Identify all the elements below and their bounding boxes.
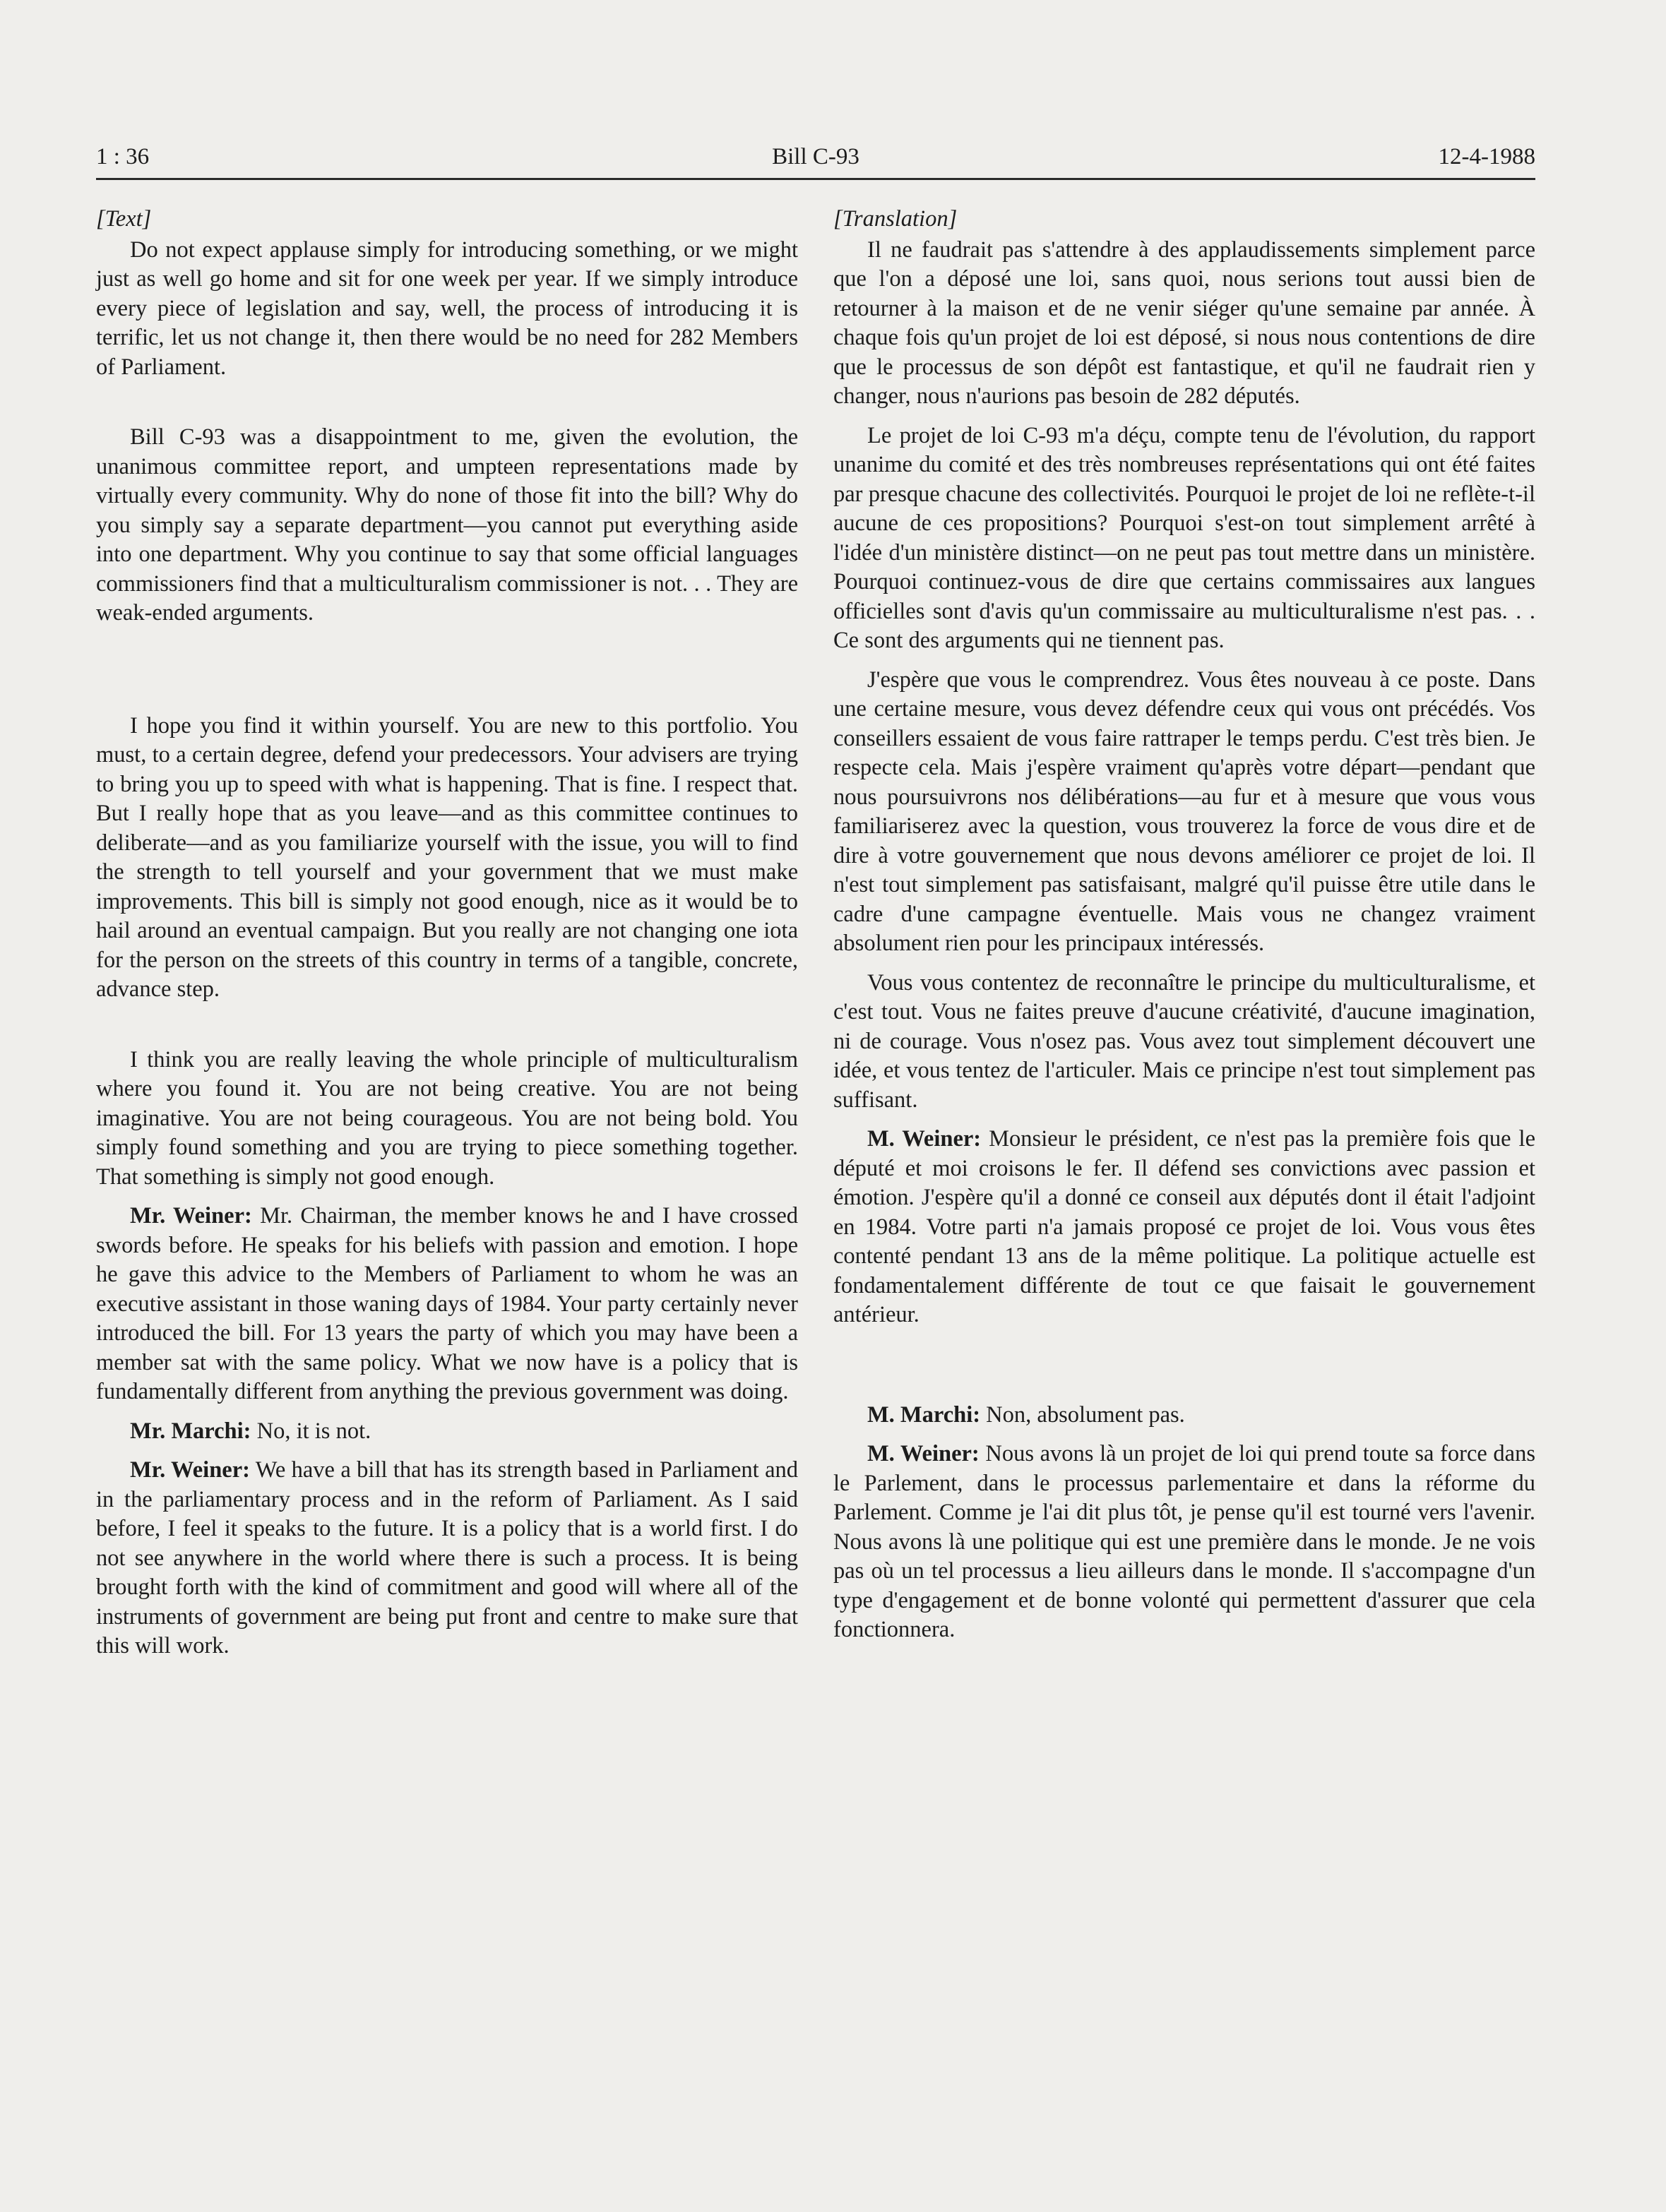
french-column (833, 205, 1535, 1645)
french-speech-weiner-2 (833, 1440, 1535, 1645)
english-speech-weiner-2 (96, 1456, 798, 1661)
header-date: 12-4-1988 (1438, 144, 1535, 169)
english-speech-marchi (96, 1417, 798, 1447)
french-paragraph-3: J'espère que vous le comprendrez. Vous êtes nouveau à ce poste. Dans une certaine mesure, vous devez défendre ceux qui vous ont précédés. Vos conseillers essaient de vous faire rattraper le temps perdu. C'est très bien. Je respecte cela. Mais j'espère vraiment qu'après votre départ—pendant que nous poursuivrons nos délibérations—au fur et à mesure que vous vous familiariserez avec la question, vous trouverez la force de vous dire et de dire à votre gouvernement que nous devons améliorer ce projet de loi. Il n'est tout simplement pas satisfaisant, malgré qu'il puisse être utile dans le cadre d'une campagne éventuelle. Mais vous ne changez vraiment absolument rien pour les principaux intéressés. (833, 666, 1535, 956)
english-speech-weiner-1 (96, 1202, 798, 1407)
english-paragraph-3: I hope you find it within yourself. You are new to this portfolio. You must, to a certain degree, defend your predecessors. Your advisers are trying to bring you up to speed with what is happening. That is fine. I respect that. But I really hope that as you leave—and as this committee continues to deliberate—and as you familiarize yourself with the issue, you will to find the strength to tell yourself and your government that we must make improvements. This bill is simply not good enough, nice as it would be to hail around an eventual campaign. But you really are not changing one iota for the person on the streets of this country in terms of a tangible, concrete, advance step. (96, 712, 798, 1002)
english-column (96, 205, 798, 1661)
page-number: 1 : 36 (96, 144, 150, 169)
speech-text: Nous avons là un projet de loi qui prend toute sa force dans le Parlement, dans le processus parlementaire et dans la réforme du Parlement. Comme je l'ai dit plus tôt, je pense qu'il est tourné vers l'avenir. Nous avons là une politique qui est une première dans le monde. Je ne vois pas où un tel processus a lieu ailleurs dans le monde. Il s'accompagne d'un type d'engagement et de bonne volonté qui permettent d'assurer que cela fonctionnera. (833, 1441, 1536, 1642)
english-paragraph-4: I think you are really leaving the whole principle of multiculturalism where you found it. You are not being creative. You are not being imaginative. You are not being courageous. You are not being bold. You simply found something and you are trying to piece something together. That something is simply not good enough. (96, 1046, 798, 1190)
speech-text: Non, absolument pas. (986, 1401, 1185, 1428)
french-speech-marchi (833, 1401, 1535, 1430)
french-paragraph-4: Vous vous contentez de reconnaître le principe du multiculturalisme, et c'est tout. Vous ne faites preuve d'aucune créativité, d'aucune imagination, ni de courage. Vous n'osez pas. Vous avez tout simplement découvert une idée, et vous tentez de l'articuler. Mais ce principe n'est tout simplement pas suffisant. (833, 969, 1535, 1113)
english-paragraph-1: Do not expect applause simply for introducing something, or we might just as well go home and sit for one week per year. If we simply introduce every piece of legislation and say, well, the process of introducing it is terrific, let us not change it, then there would be no need for 282 Members of Parliament. (96, 237, 798, 380)
speech-text: We have a bill that has its strength based in Parliament and in the parliamentary process and in the reform of Parliament. As I said before, I feel it speaks to the future. It is a policy that is a world first. I do not see anywhere in the world where there is such a process. It is being brought forth with the kind of commitment and good will where all of the instruments of government are being put front and centre to make sure that this will work. (96, 1457, 798, 1658)
french-speech-weiner-1 (833, 1125, 1535, 1330)
speaker-name: Mr. Weiner: (130, 1203, 252, 1228)
french-paragraph-2: Le projet de loi C-93 m'a déçu, compte tenu de l'évolution, du rapport unanime du comité et des très nombreuses représentations qui ont été faites par presque chacune des collectivités. Pourquoi le projet de loi ne reflète-t-il aucune de ces propositions? Pourquoi s'est-on tout simplement arrêté à l'idée d'un ministère distinct—on ne peut pas tout mettre dans un ministère. Pourquoi continuez-vous de dire que certains commissaires aux langues officielles sont d'avis qu'un commissaire au multiculturalisme n'est pas. . . Ce sont des arguments qui ne tiennent pas. (833, 422, 1535, 653)
document-title: Bill C-93 (772, 144, 859, 169)
speaker-name: Mr. Weiner: (130, 1457, 250, 1483)
speaker-name: M. Weiner: (867, 1441, 980, 1466)
english-paragraph-2: Bill C-93 was a disappointment to me, given the evolution, the unanimous committee report, and umpteen representations made by virtually every community. Why do none of those fit into the bill? Why do you simply say a separate department—you cannot put everything aside into one department. Why you continue to say that some official languages commissioners find that a multiculturalism commissioner is not. . . They are weak-ended arguments. (96, 424, 798, 626)
running-header (96, 141, 1535, 180)
speech-text: Monsieur le président, ce n'est pas la première fois que le député et moi croisons le fer. Il défend ses convictions avec passion et émotion. J'espère qu'il a donné ce conseil aux députés dont il était l'adjoint en 1984. Votre parti n'a jamais proposé ce projet de loi. Vous vous êtes contenté pendant 13 ans de la même politique. La politique actuelle est fondamentalement différente de tout ce que faisait le gouvernement antérieur. (833, 1126, 1536, 1327)
speaker-name: Mr. Marchi: (130, 1418, 251, 1444)
speech-text: Mr. Chairman, the member knows he and I have crossed swords before. He speaks for his beliefs with passion and emotion. I hope he gave this advice to the Members of Parliament to whom he was an executive assistant in those waning days of 1984. Your party certainly never introduced the bill. For 13 years the party of which you may have been a member sat with the same policy. What we now have is a policy that is fundamentally different from anything the previous government was doing. (96, 1203, 799, 1404)
english-column-label: [Text] (96, 206, 152, 232)
french-column-label: [Translation] (833, 206, 958, 232)
speaker-name: M. Marchi: (867, 1401, 981, 1428)
speech-text: No, it is not. (256, 1418, 371, 1444)
speaker-name: M. Weiner: (867, 1126, 982, 1152)
french-paragraph-1: Il ne faudrait pas s'attendre à des applaudissements simplement parce que l'on a déposé une loi, sans quoi, nous serions tout aussi bien de retourner à la maison et de ne venir siéger qu'une semaine par année. À chaque fois qu'un projet de loi est déposé, si nous nous contentions de dire que le processus de son dépôt est fantastique, et qu'il ne faudrait rien y changer, nous n'aurions pas besoin de 282 députés. (833, 237, 1535, 409)
